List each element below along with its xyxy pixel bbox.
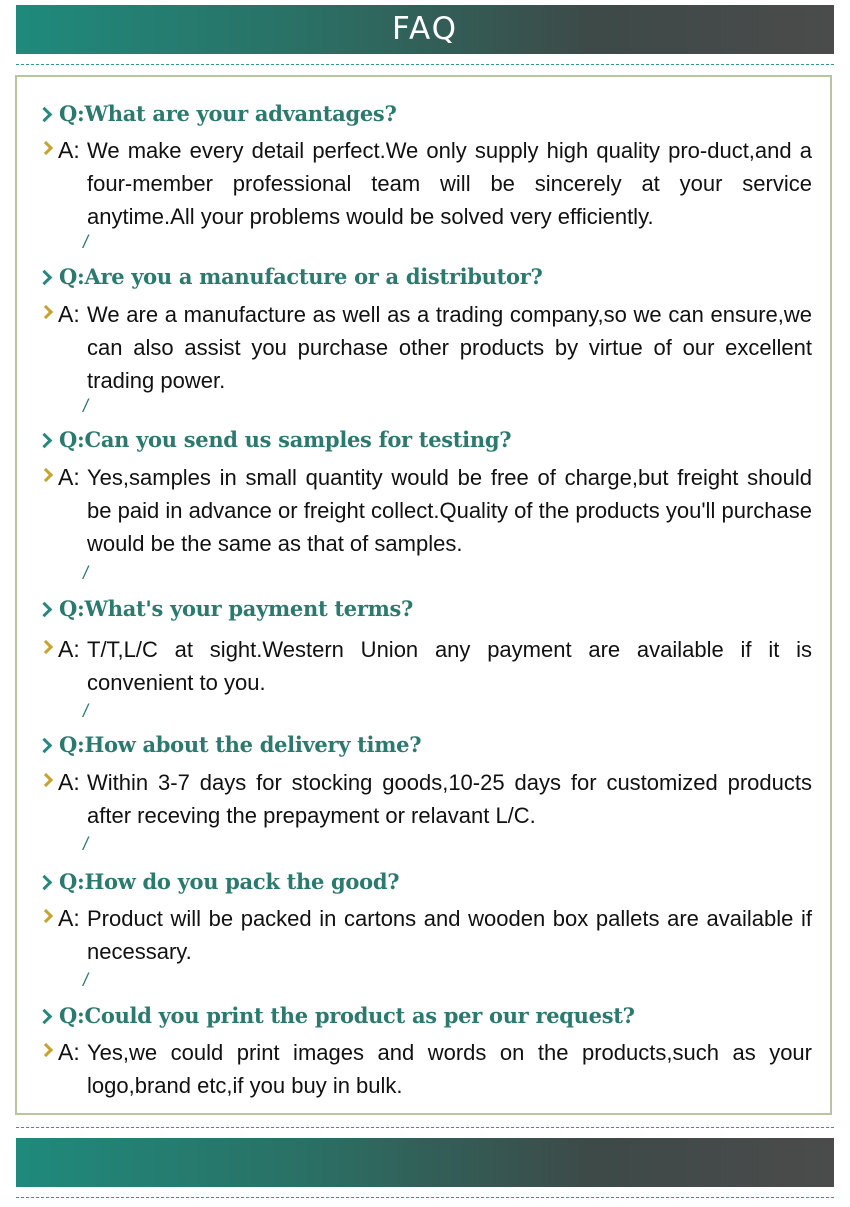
separator-slash: /: [83, 232, 89, 252]
chevron-right-icon: [39, 468, 53, 482]
faq-panel: [15, 75, 832, 1115]
answer-label: A:: [58, 301, 80, 327]
chevron-right-icon: [37, 601, 53, 617]
faq-question: [39, 728, 421, 760]
separator-slash: /: [83, 701, 89, 721]
separator-slash: /: [83, 563, 89, 583]
answer-text: Yes,samples in small quantity would be free of charge,but freight should be paid in advance or freight collect.Quality of the products you'll purchase would be the same as that of samples.: [87, 465, 812, 556]
chevron-right-icon: [37, 737, 53, 753]
answer-label: A:: [58, 137, 80, 163]
answer-text: T/T,L/C at sight.Western Union any payment are available if it is convenient to you.: [87, 637, 812, 695]
answer-text: Product will be packed in cartons and wooden box pallets are available if necessary.: [87, 906, 812, 964]
chevron-right-icon: [37, 432, 53, 448]
separator-slash: /: [83, 834, 89, 854]
chevron-right-icon: [37, 106, 53, 122]
chevron-right-icon: [39, 640, 53, 654]
faq-question: [39, 592, 413, 624]
faq-question: [39, 999, 635, 1031]
divider: [16, 64, 834, 65]
question-text: Q:What are your advantages?: [59, 100, 397, 126]
answer-label: A:: [58, 1039, 80, 1065]
faq-question: [39, 260, 543, 292]
chevron-right-icon: [39, 773, 53, 787]
separator-slash: /: [83, 970, 89, 990]
answer-label: A:: [58, 636, 80, 662]
question-text: Q:How about the delivery time?: [59, 731, 422, 757]
chevron-right-icon: [37, 269, 53, 285]
answer-text: Yes,we could print images and words on the products,such as your logo,brand etc,if you buy in bulk.: [87, 1040, 812, 1098]
answer-text: Within 3-7 days for stocking goods,10-25 days for customized products after receving the prepayment or relavant L/C.: [87, 770, 812, 828]
chevron-right-icon: [39, 1043, 53, 1057]
chevron-right-icon: [37, 874, 53, 890]
faq-question: [39, 865, 399, 897]
faq-header-banner: [16, 5, 834, 54]
separator-slash: /: [83, 396, 89, 416]
answer-label: A:: [58, 905, 80, 931]
answer-label: A:: [58, 769, 80, 795]
chevron-right-icon: [39, 909, 53, 923]
answer-text: We are a manufacture as well as a trading company,so we can ensure,we can also assist you purchase other products by virtue of our excellent trading power.: [87, 302, 812, 393]
question-text: Q:How do you pack the good?: [59, 868, 400, 894]
divider: [16, 1197, 834, 1198]
chevron-right-icon: [39, 305, 53, 319]
page-title: FAQ: [391, 11, 459, 47]
question-text: Q:Could you print the product as per our request?: [59, 1002, 635, 1028]
faq-question: [39, 423, 511, 455]
question-text: Q:What's your payment terms?: [59, 595, 414, 621]
question-text: Q:Can you send us samples for testing?: [59, 426, 512, 452]
question-text: Q:Are you a manufacture or a distributor?: [59, 263, 543, 289]
chevron-right-icon: [37, 1008, 53, 1024]
divider: [16, 1127, 834, 1128]
faq-question: [39, 97, 396, 129]
answer-text: We make every detail perfect.We only supply high quality pro-duct,and a four-member professional team will be sincerely at your service anytime.All your problems would be solved very efficiently.: [87, 138, 812, 229]
answer-label: A:: [58, 464, 80, 490]
footer-banner: [16, 1138, 834, 1187]
chevron-right-icon: [39, 141, 53, 155]
